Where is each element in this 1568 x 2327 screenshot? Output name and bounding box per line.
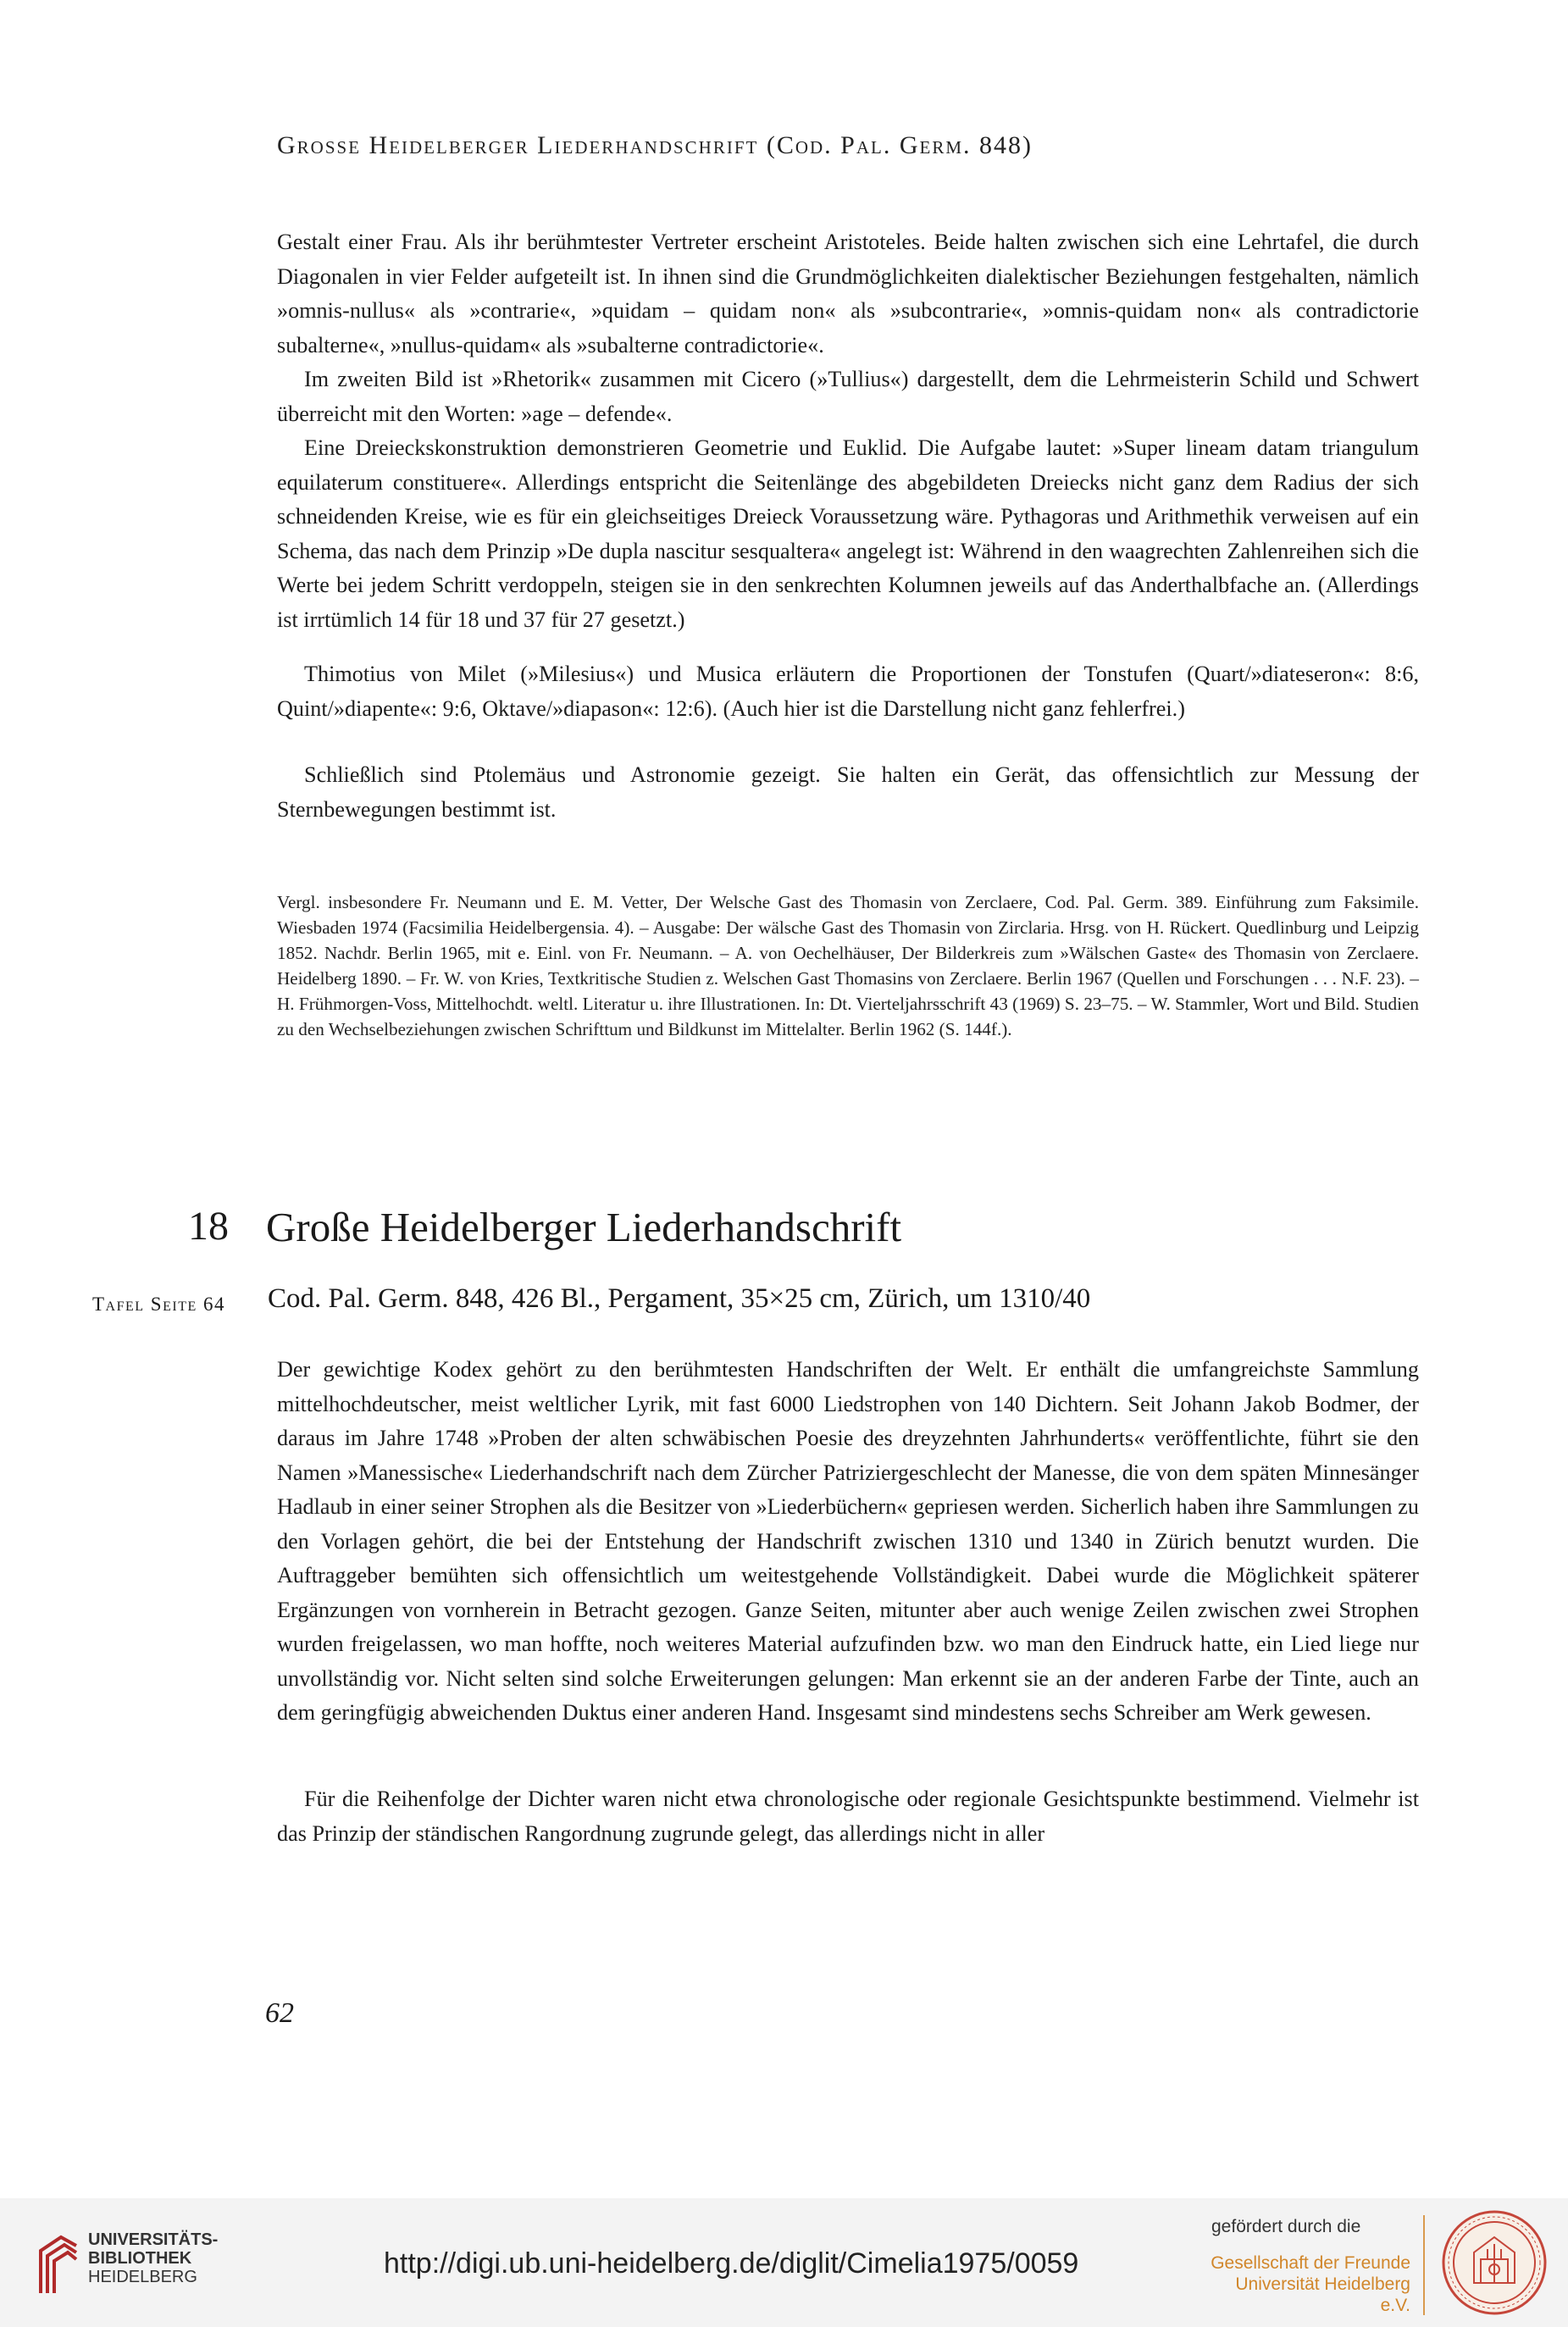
paragraph-geometry: Eine Dreieckskonstruktion demonstrieren Geometrie und Euklid. Die Aufgabe lautet: »Super lineam datam triangulum equilaterum constituere«. Allerdings entspricht die Seitenlänge des abgebildeten Dreiecks nicht ganz dem Radius der sich schneidenden Kreise, wie es für ein gleichseitiges Dreieck Voraussetzung wäre. Pythagoras und Arithmethik verweisen auf ein Schema, das nach dem Prinzip »De dupla nascitur sesqualtera« angelegt ist: Während in den waagrechten Zahlenreihen sich die Werte bei jedem Schritt verdoppeln, steigen sie in den senkrechten Kolumnen jeweils auf das Anderthalbfache an. (Allerdings ist irrtümlich 14 für 18 und 37 für 27 gesetzt.) — [277, 435, 1419, 632]
paragraph-order: Für die Reihenfolge der Dichter waren nicht etwa chronologische oder regionale Gesichtspunkte bestimmend. Vielmehr ist das Prinzip der ständischen Rangordnung zugrunde gelegt, das allerdings nicht in aller — [277, 1787, 1419, 1846]
sponsor-name-line2: Universität Heidelberg e.V. — [1235, 2274, 1410, 2315]
paragraph-music: Thimotius von Milet (»Milesius«) und Musica erläutern die Proportionen der Tonstufen (Quart/»diateseron«: 8:6, Quint/»diapente«: 9:6, Oktave/»diapason«: 12:6). (Auch hier ist die Darstellung nicht ganz fehlerfrei.) — [277, 662, 1419, 721]
sponsor-name-line1: Gesellschaft der Freunde — [1211, 2253, 1410, 2273]
paragraph-dialectic: Gestalt einer Frau. Als ihr berühmtester Vertreter erscheint Aristoteles. Beide halten zwischen sich eine Lehrtafel, die durch Diagonalen in vier Felder aufgeteilt ist. In ihnen sind die Grundmöglichkeiten dialektischer Beziehungen festgehalten, nämlich »omnis-nullus« als »contrarie«, »quidam – quidam non« als »subcontrarie«, »omnis-quidam non« als contradictorie subalterne«, »nullus-quidam« als »subalterne contradictorie«. — [277, 230, 1419, 357]
university-seal-icon — [1440, 2208, 1549, 2317]
running-head: Grosse Heidelberger Liederhandschrift (Cod. Pal. Germ. 848) — [277, 131, 1033, 159]
paragraph-astronomy: Schließlich sind Ptolemäus und Astronomie gezeigt. Sie halten ein Gerät, das offensichtlich zur Messung der Sternbewegungen bestimmt ist. — [277, 762, 1419, 822]
sponsor-name — [1207, 2252, 1410, 2316]
library-name — [88, 2230, 218, 2286]
sponsor-label: gefördert durch die — [1211, 2217, 1361, 2236]
library-name-line3: HEIDELBERG — [88, 2268, 197, 2286]
library-name-line1: UNIVERSITÄTS- — [88, 2230, 219, 2249]
section-subtitle: Cod. Pal. Germ. 848, 426 Bl., Pergament, 35×25 cm, Zürich, um 1310/40 — [268, 1283, 1091, 1314]
bibliography: Vergl. insbesondere Fr. Neumann und E. M. Vetter, Der Welsche Gast des Thomasin von Zerclaere, Cod. Pal. Germ. 389. Einführung zum Faksimile. Wiesbaden 1974 (Facsimilia Heidelbergensia. 4). – Ausgabe: Der wälsche Gast des Thomasin von Zirclaria. Hrsg. von H. Rückert. Quedlinburg und Leipzig 1852. Nachdr. Berlin 1965, mit e. Einl. von Fr. Neumann. – A. von Oechelhäuser, Der Bilderkreis zum »Wälschen Gaste« des Thomasin von Zerclaere. Heidelberg 1890. – Fr. W. von Kries, Textkritische Studien z. Welschen Gast Thomasins von Zerclaere. Berlin 1967 (Quellen und Forschungen . . . N.F. 23). – H. Frühmorgen-Voss, Mittelhochdt. weltl. Literatur u. ihre Illustrationen. In: Dt. Vierteljahrsschrift 43 (1969) S. 23–75. – W. Stammler, Wort und Bild. Studien zu den Wechselbeziehungen zwischen Schrifttum und Bildkunst im Mittelalter. Berlin 1962 (S. 144f.). — [277, 892, 1419, 1039]
source-url-link[interactable]: http://digi.ub.uni-heidelberg.de/diglit/Cimelia1975/0059 — [384, 2247, 1079, 2280]
paragraph-rhetoric: Im zweiten Bild ist »Rhetorik« zusammen mit Cicero (»Tullius«) dargestellt, dem die Lehrmeisterin Schild und Schwert überreicht mit den Worten: »age – defende«. — [277, 367, 1419, 426]
library-name-line2: BIBLIOTHEK — [88, 2249, 192, 2268]
section-number: 18 — [188, 1204, 229, 1249]
footer-divider — [1423, 2215, 1425, 2315]
footer-bar — [0, 2198, 1568, 2327]
page-number: 62 — [265, 1997, 294, 2029]
plate-reference: Tafel Seite 64 — [92, 1294, 225, 1315]
paragraph-codex: Der gewichtige Kodex gehört zu den berühmtesten Handschriften der Welt. Er enthält die umfangreichste Sammlung mittelhochdeutscher, meist weltlicher Lyrik, mit fast 6000 Liedstrophen von 140 Dichtern. Seit Johann Jakob Bodmer, der daraus im Jahre 1748 »Proben der alten schwäbischen Poesie des dreyzehnten Jahrhunderts« veröffentlichte, führt sie den Namen »Manessische« Liederhandschrift nach dem Zürcher Patriziergeschlecht der Manesse, die von dem späten Minnesänger Hadlaub in einer seiner Strophen als die Besitzer von »Liederbüchern« gepriesen werden. Sicherlich haben ihre Sammlungen zu den Vorlagen gehört, die bei der Entstehung der Handschrift zwischen 1310 und 1340 in Zürich benutzt wurden. Die Auftraggeber bemühten sich offensichtlich um weitestgehende Vollständigkeit. Dabei wurde die Möglichkeit späterer Ergänzungen von vornherein in Betracht gezogen. Ganze Seiten, mitunter aber auch wenige Zeilen zwischen zwei Strophen wurden freigelassen, wo man hoffte, noch weiteres Material aufzufinden bzw. wo man den Eindruck hatte, ein Lied liege nur unvollständig vor. Nicht selten sind solche Erweiterungen gelungen: Man erkennt sie an der anderen Farbe der Tinte, auch an dem geringfügig abweichenden Duktus einer anderen Hand. Insgesamt sind mindestens sechs Schreiber am Werk gewesen. — [277, 1357, 1419, 1725]
section-title: Große Heidelberger Liederhandschrift — [266, 1204, 902, 1250]
library-logo-icon — [36, 2234, 80, 2295]
